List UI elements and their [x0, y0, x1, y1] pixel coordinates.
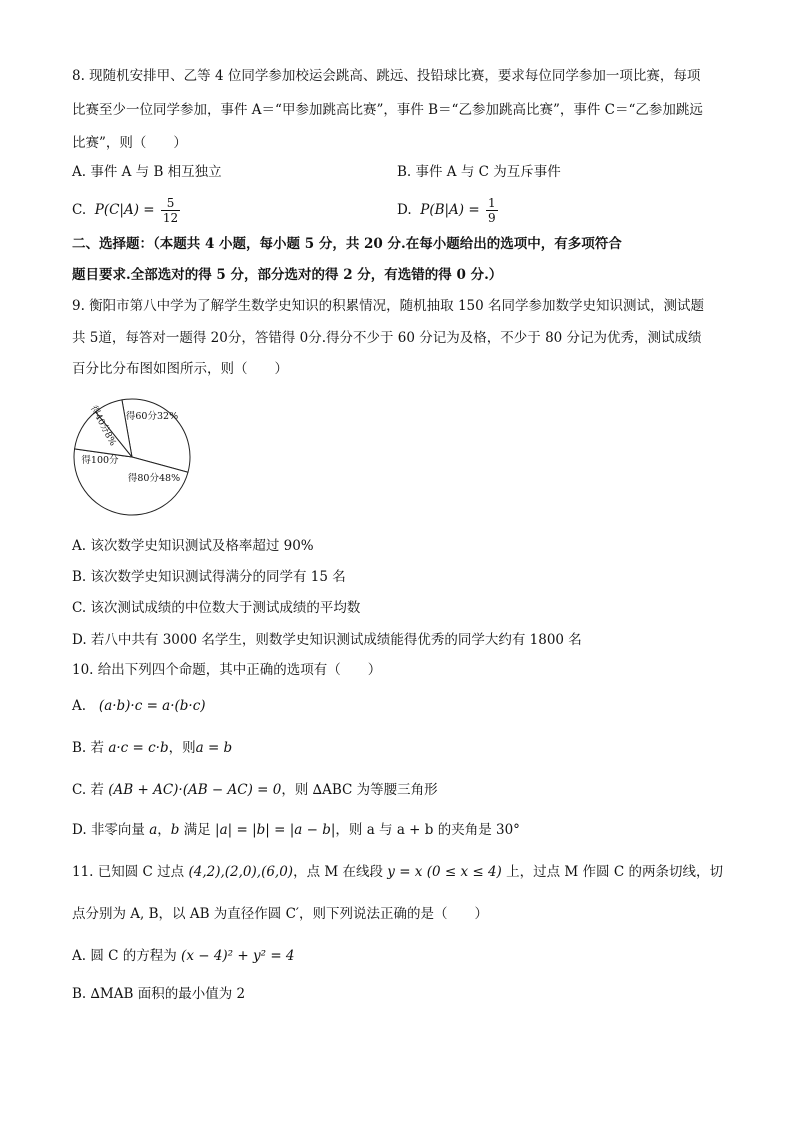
q8-option-c-denominator: 12 — [162, 211, 179, 225]
q10-option-d-expr: |a| = |b| = |a − b| — [215, 822, 336, 838]
q8-option-c-fraction — [161, 196, 180, 225]
q11-option-a-prefix: A. 圆 C 的方程为 — [72, 948, 177, 964]
q8-line3: 比赛”，则（ ） — [72, 135, 187, 151]
q11-option-a-expr: (x − 4)² + y² = 4 — [181, 948, 295, 964]
q10-option-c — [72, 781, 438, 799]
q11-points: (4,2),(2,0),(6,0) — [188, 864, 294, 880]
q9-line1: 9. 衡阳市第八中学为了解学生数学史知识的积累情况，随机抽取 150 名同学参加数学史知识测试，测试题 — [72, 298, 705, 314]
q10-option-c-prefix: C. 若 — [72, 782, 104, 798]
section2-heading-line1: 二、选择题：（本题共 4 小题，每小题 5 分，共 20 分.在每小题给出的选项中，有多项符合 — [72, 236, 622, 252]
q11-option-a — [72, 947, 295, 965]
q9-option-c: C. 该次测试成绩的中位数大于测试成绩的平均数 — [72, 600, 361, 616]
q10-option-d-prefix: D. 非零向量 — [72, 822, 145, 838]
q10-option-a-expr: (a·b)·c = a·(b·c) — [98, 698, 206, 714]
q10-option-d-vector-a: a — [149, 822, 158, 838]
q8-line1: 8. 现随机安排甲、乙等 4 位同学参加校运会跳高、跳远、投铅球比赛，要求每位同学参加一项比赛，每项 — [72, 68, 701, 84]
q11-segment: y = x (0 ≤ x ≤ 4) — [387, 864, 502, 880]
q8-option-c-numerator: 5 — [161, 196, 180, 211]
q8-option-d-label: D. — [397, 202, 412, 218]
q10-line1: 10. 给出下列四个命题，其中正确的选项有（ ） — [72, 662, 382, 678]
q10-option-b — [72, 739, 232, 757]
q10-option-a — [72, 697, 206, 715]
q10-option-d-mid: 满足 — [183, 822, 211, 838]
q10-option-b-expr2: a = b — [195, 740, 233, 756]
q8-option-d — [397, 196, 500, 225]
q8-option-d-denominator: 9 — [487, 211, 496, 225]
q9-line3: 百分比分布图如图所示，则（ ） — [72, 361, 288, 377]
q10-option-c-post: ，则 ∆ABC 为等腰三角形 — [281, 782, 438, 798]
q11-line1 — [72, 863, 723, 881]
q8-option-d-expr: P(B|A) = — [420, 202, 480, 218]
q8-option-d-numerator: 1 — [487, 196, 496, 210]
q8-option-c — [72, 196, 182, 225]
q11-option-b: B. ∆MAB 面积的最小值为 2 — [72, 986, 246, 1002]
q10-option-b-expr: a·c = c·b — [108, 740, 169, 756]
section2-heading-line2: 题目要求.全部选对的得 5 分，部分选对的得 2 分，有选错的得 0 分.） — [72, 267, 503, 283]
score-pie-chart — [66, 395, 201, 520]
q11-line2: 点分别为 A, B，以 AB 为直径作圆 C′，则下列说法正确的是（ ） — [72, 906, 488, 922]
q11-line1-prefix: 11. 已知圆 C 过点 — [72, 864, 185, 880]
q9-line2: 共 5道，每答对一题得 20分，答错得 0分.得分不少于 60 分记为及格，不少于 80 分记为优秀，测试成绩 — [72, 330, 702, 346]
q10-option-a-label: A. — [72, 698, 87, 714]
q10-option-d-post: ，则 a 与 a + b 的夹角是 30° — [335, 822, 520, 838]
q8-option-c-label: C. — [72, 202, 87, 218]
q8-option-d-fraction — [486, 196, 498, 225]
q8-option-b: B. 事件 A 与 C 为互斥事件 — [397, 164, 561, 180]
pie-label-slice-80: 得80分48% — [127, 473, 181, 484]
pie-label-slice-40: 得40分8% — [88, 404, 118, 448]
q9-option-a: A. 该次数学史知识测试及格率超过 90% — [72, 538, 314, 554]
pie-label-slice-100: 得100分 — [81, 455, 119, 466]
q10-option-d-vector-b: b — [170, 822, 180, 838]
q10-option-b-mid: ，则 — [168, 740, 196, 756]
q10-option-d — [72, 821, 520, 839]
q11-line1-post: 上，过点 M 作圆 C 的两条切线，切 — [506, 864, 723, 880]
q9-option-b: B. 该次数学史知识测试得满分的同学有 15 名 — [72, 569, 346, 585]
q11-line1-mid: ，点 M 在线段 — [293, 864, 383, 880]
q9-option-d: D. 若八中共有 3000 名学生，则数学史知识测试成绩能得优秀的同学大约有 1800 名 — [72, 632, 582, 648]
q8-option-a: A. 事件 A 与 B 相互独立 — [72, 164, 222, 180]
pie-label-slice-60: 得60分32% — [125, 411, 179, 422]
q8-line2: 比赛至少一位同学参加，事件 A＝“甲参加跳高比赛”，事件 B＝“乙参加跳高比赛”，事件 C＝“乙参加跳远 — [72, 102, 703, 118]
q10-option-b-prefix: B. 若 — [72, 740, 105, 756]
q8-option-c-expr: P(C|A) = — [94, 202, 155, 218]
q10-option-d-separator: ， — [157, 822, 171, 838]
q10-option-c-expr: (AB + AC)·(AB − AC) = 0 — [108, 782, 282, 798]
